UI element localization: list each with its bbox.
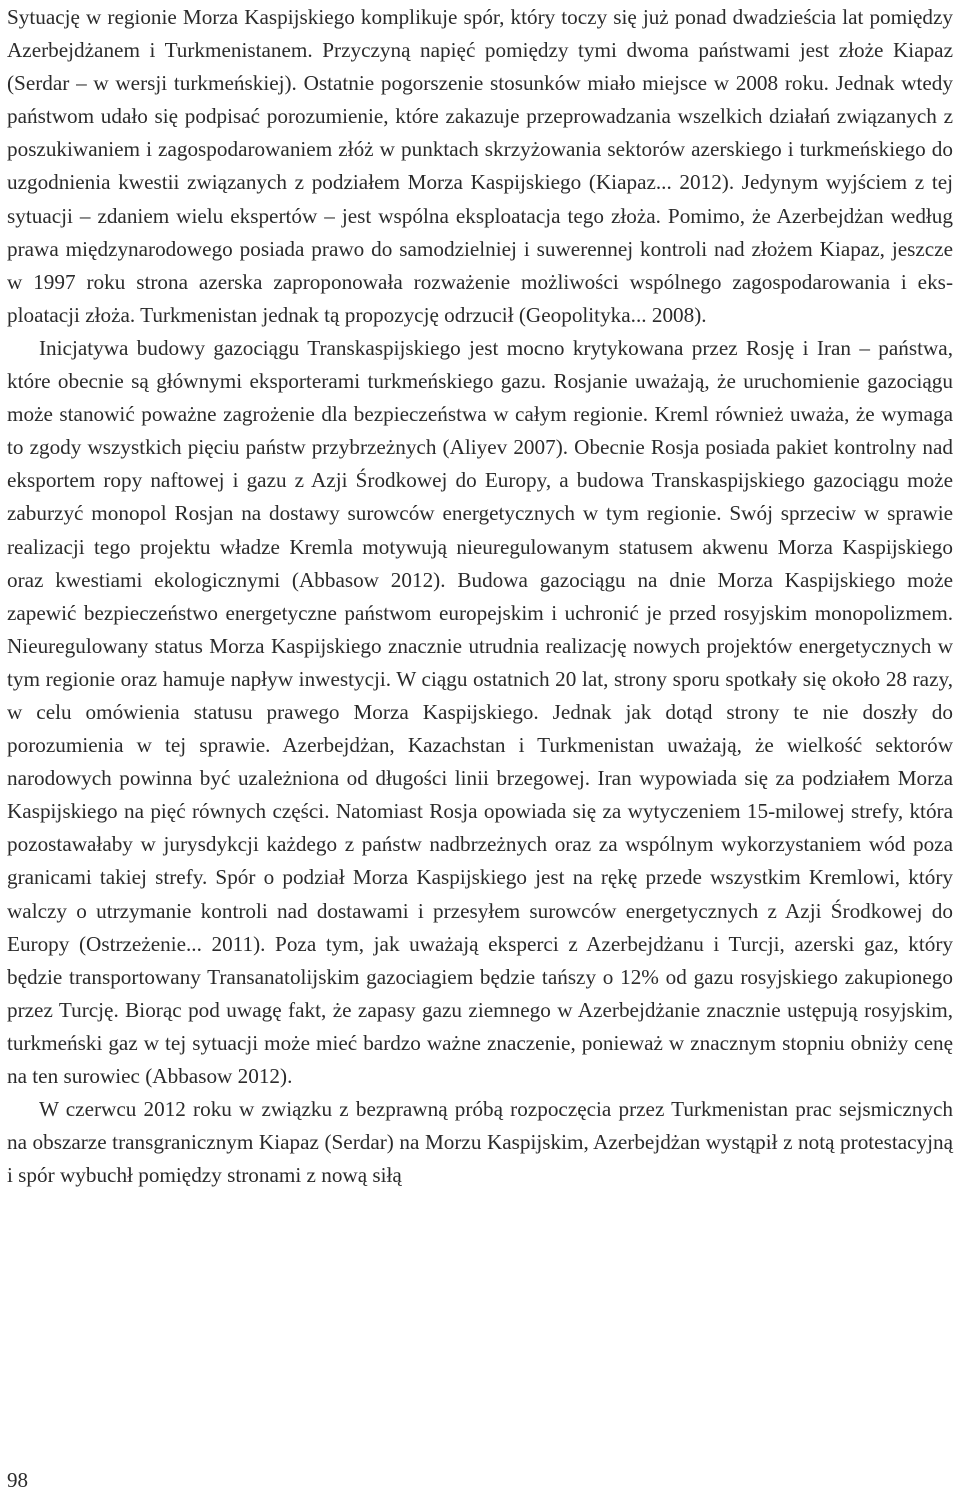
page-number: 98 xyxy=(7,1468,28,1492)
paragraph-kiapaz-dispute: Sytuację w regionie Morza Kaspijskiego komplikuje spór, który toczy się już ponad dwadzieścia lat pomiędzy Azerbejdżanem i Turkmenistanem. Przyczyną napięć pomiędzy tymi dwoma państwami jest złoże Kiapaz (Serdar – w wersji turkmeńskiej). Ostatnie pogorszenie stosunków miało miejsce w 2008 roku. Jednak wtedy państwom udało się podpisać porozumienie, które zakazuje przeprowadzania wszelkich działań związanych z poszukiwaniem i zagospodarowaniem złóż w punktach skrzyżowania sektorów azerskiego i turkmeńskiego do uzgodnienia kwestii związanych z podziałem Morza Kaspijskiego (Kiapaz... 2012). Jedynym wyjściem z tej sytuacji – zdaniem wielu ekspertów – jest wspólna eksploatacja tego złoża. Pomimo, że Azerbejdżan według prawa międzynarodowego posiada prawo do samodzielniej i suwerennej kontroli nad złożem Kiapaz, jeszcze w 1997 roku strona azerska zaproponowała rozważenie możliwości wspólnego zagospodarowania i eksploatacji złoża. Turkmenistan jednak tą propozycję odrzucił (Geopolityka... 2008). xyxy=(7,5,953,327)
paragraph-june-2012: W czerwcu 2012 roku w związku z bezprawną próbą rozpoczęcia przez Turkmenistan prac sejsmicznych na obszarze transgranicznym Kiapaz (Serdar) na Morzu Kaspijskim, Azerbejdżan wystąpił z notą protestacyjną i spór wybuchł pomiędzy stronami z nową siłą xyxy=(7,1097,953,1188)
paragraph-transcaspian-pipeline: Inicjatywa budowy gazociągu Transkaspijskiego jest mocno krytykowana przez Rosję i Iran – państwa, które obecnie są głównymi eksporterami turkmeńskiego gazu. Rosjanie uważają, że uruchomienie gazociągu może stanowić poważne zagrożenie dla bezpieczeństwa w całym regionie. Kreml również uważa, że wymaga to zgody wszystkich pięciu państw przybrzeżnych (Aliyev 2007). Obecnie Rosja posiada pakiet kontrolny nad eksportem ropy naftowej i gazu z Azji Środkowej do Europy, a budowa Transkaspijskiego gazociągu może zaburzyć monopol Rosjan na dostawy surowców energetycznych w tym regionie. Swój sprzeciw w sprawie realizacji tego projektu władze Kremla motywują nieuregulowanym statusem akwenu Morza Kaspijskiego oraz kwestiami ekologicznymi (Abbasow 2012). Budowa gazociągu na dnie Morza Kaspijskiego może zapewić bezpieczeństwo energetyczne państwom europejskim i uchronić je przed rosyjskim monopolizmem. Nieuregulowany status Morza Kaspijskiego znacznie utrudnia realizację nowych projektów energetycznych w tym regionie oraz hamuje napływ inwestycji. W ciągu ostatnich 20 lat, strony sporu spotkały się około 28 razy, w celu omówienia statusu prawego Morza Kaspijskiego. Jednak jak dotąd strony te nie doszły do porozumienia w tej sprawie. Azerbejdżan, Kazachstan i Turkmenistan uważają, że wielkość sektorów narodowych powinna być uzależniona od długości linii brzegowej. Iran wypowiada się za podziałem Morza Kaspijskiego na pięć równych części. Natomiast Rosja opowiada się za wytyczeniem 15-milowej strefy, która pozostawałaby w jurysdykcji każdego z państw nadbrzeżnych oraz za wspólnym wykorzystaniem wód poza granicami takiej strefy. Spór o podział Morza Kaspijskiego jest na rękę przede wszystkim Kremlowi, który walczy o utrzymanie kontroli nad dostawami i przesyłem surowców energetycznych z Azji Środkowej do Europy (Ostrzeżenie... 2011). Poza tym, jak uważają eksperci z Azerbejdżanu i Turcji, azerski gaz, który będzie transportowany Transanatolijskim gazociagiem będzie tańszy o 12% od gazu rosyjskiego zakupionego przez Turcję. Biorąc pod uwagę fakt, że zapasy gazu ziemnego w Azerbejdżanie znacznie ustępują rosyjskim, turkmeński gaz w tej sytuacji może mieć bardzo ważne znaczenie, ponieważ w znacznym stopniu obniży cenę na ten surowiec (Abbasow 2012). xyxy=(7,335,953,1088)
page-body xyxy=(7,0,953,1192)
